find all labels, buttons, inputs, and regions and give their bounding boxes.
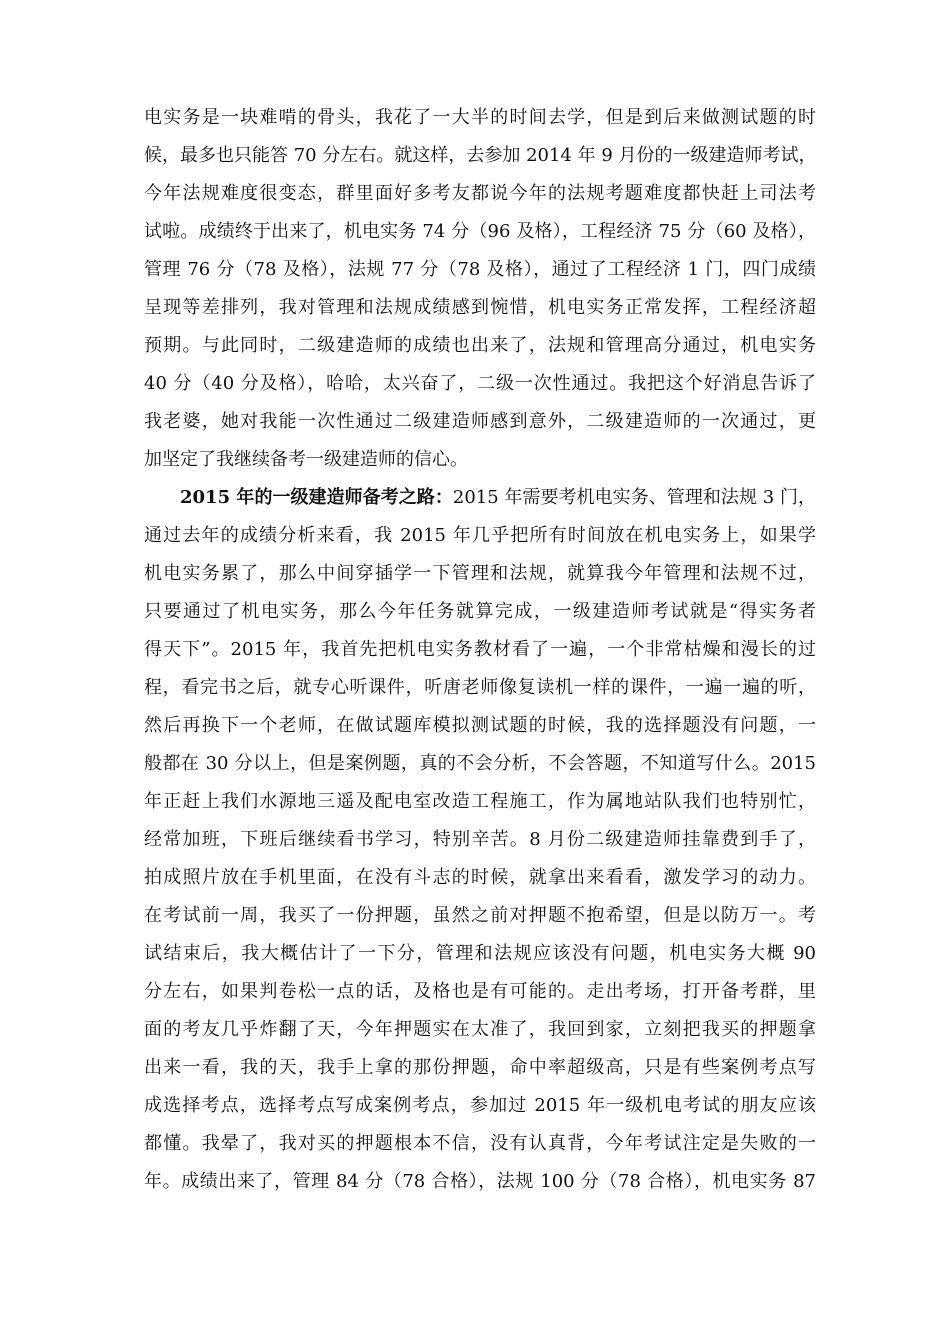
text-line: 今年法规难度很变态，群里面好多考友都说今年的法规考题难度都快赶上司法考 (144, 183, 816, 204)
text-line: 通过去年的成绩分析来看，我 2015 年几乎把所有时间放在机电实务上，如果学 (144, 525, 816, 546)
text-line: 预期。与此同时，二级建造师的成绩也出来了，法规和管理高分通过，机电实务 (144, 335, 816, 356)
text-line: 般都在 30 分以上，但是案例题，真的不会分析，不会答题，不知道写什么。2015 (144, 753, 816, 774)
text-line: 只要通过了机电实务，那么今年任务就算完成，一级建造师考试就是“得实务者 (144, 601, 816, 622)
text-line: 电实务是一块难啃的骨头，我花了一大半的时间去学，但是到后来做测试题的时 (144, 107, 816, 128)
text-line: 机电实务累了，那么中间穿插学一下管理和法规，就算我今年管理和法规不过， (144, 563, 816, 584)
text-line: 呈现等差排列，我对管理和法规成绩感到惋惜，机电实务正常发挥，工程经济超 (144, 297, 816, 318)
text-line: 管理 76 分（78 及格），法规 77 分（78 及格），通过了工程经济 1 门，四门成绩 (144, 259, 816, 280)
text-line: 年正赶上我们水源地三遥及配电室改造工程施工，作为属地站队我们也特别忙， (144, 791, 816, 812)
text-line: 分左右，如果判卷松一点的话，及格也是有可能的。走出考场，打开备考群，里 (144, 981, 816, 1002)
text-line: 我老婆，她对我能一次性通过二级建造师感到意外，二级建造师的一次通过，更 (144, 411, 816, 432)
text-line: 得天下”。2015 年，我首先把机电实务教材看了一遍，一个非常枯燥和漫长的过 (144, 639, 816, 660)
text-line: 试啦。成绩终于出来了，机电实务 74 分（96 及格），工程经济 75 分（60 及格）， (144, 221, 816, 242)
text-line: 出来一看，我的天，我手上拿的那份押题，命中率超级高，只是有些案例考点写 (144, 1057, 816, 1078)
text-line: 加坚定了我继续备考一级建造师的信心。 (144, 449, 468, 470)
text-line: 40 分（40 分及格），哈哈，太兴奋了，二级一次性通过。我把这个好消息告诉了 (144, 373, 816, 394)
text-line: 经常加班，下班后继续看书学习，特别辛苦。8 月份二级建造师挂靠费到手了， (144, 829, 816, 850)
text-line: 试结束后，我大概估计了一下分，管理和法规应该没有问题，机电实务大概 90 (144, 943, 816, 964)
text-line: 年。成绩出来了，管理 84 分（78 合格），法规 100 分（78 合格），机电实务 87 (144, 1171, 816, 1192)
text-line: 面的考友几乎炸翻了天，今年押题实在太准了，我回到家，立刻把我买的押题拿 (144, 1019, 816, 1040)
text-line: 拍成照片放在手机里面，在没有斗志的时候，就拿出来看看，激发学习的动力。 (144, 867, 816, 888)
text-line-first (180, 486, 816, 510)
section-heading: 2015 年的一级建造师备考之路： (180, 487, 453, 508)
text-line: 程，看完书之后，就专心听课件，听唐老师像复读机一样的课件，一遍一遍的听， (144, 677, 816, 698)
text-line: 在考试前一周，我买了一份押题，虽然之前对押题不抱希望，但是以防万一。考 (144, 905, 816, 926)
text-line: 候，最多也只能答 70 分左右。就这样，去参加 2014 年 9 月份的一级建造师考试， (144, 145, 817, 166)
text-line: 然后再换下一个老师，在做试题库模拟测试题的时候，我的选择题没有问题，一 (144, 715, 816, 736)
text-run: 2015 年需要考机电实务、管理和法规 3 门， (452, 487, 816, 508)
text-line: 成选择考点，选择考点写成案例考点，参加过 2015 年一级机电考试的朋友应该 (144, 1095, 816, 1116)
text-line: 都懂。我晕了，我对买的押题根本不信，没有认真背，今年考试注定是失败的一 (144, 1133, 816, 1154)
